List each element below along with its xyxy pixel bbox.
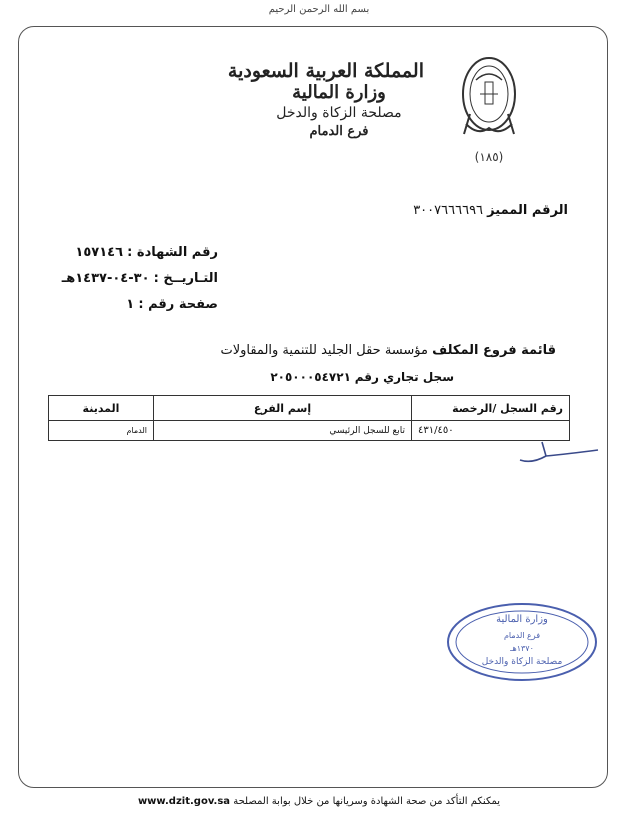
certificate-number-row [38, 240, 218, 266]
signature [512, 438, 602, 468]
owner-label: قائمة فروع المكلف [432, 343, 556, 358]
branches-table [48, 395, 570, 441]
unique-number-label: الرقم المميز [487, 203, 568, 218]
cell-city: الدمام [49, 421, 154, 441]
header-city: المدينة [49, 396, 154, 421]
footer-website[interactable]: www.dzit.gov.sa [137, 796, 231, 807]
footer [0, 796, 638, 807]
ministry-title: وزارة المالية [292, 82, 386, 103]
stamp-branch: فرع الدمام [503, 631, 541, 640]
commercial-register-label: سجل تجاري رقم [354, 370, 454, 384]
ministry-emblem-icon [458, 54, 520, 149]
header-license: رقم السجل /الرخصة [412, 396, 570, 421]
footer-text: يمكنكم التأكد من صحة الشهادة وسريانها من خلال بوابة المصلحة [233, 796, 501, 807]
certificate-meta [38, 240, 218, 318]
owner-name: مؤسسة حقل الجليد للتنمية والمقاولات [220, 343, 428, 358]
commercial-register-line [270, 370, 454, 384]
page-number-label: صفحة رقم : [138, 297, 218, 312]
certificate-number-label: رقم الشهادة : [127, 245, 218, 260]
emblem-number: (١٨٥) [474, 150, 504, 164]
certificate-date-row [38, 266, 218, 292]
unique-number-value: ٣٠٠٧٦٦٦٦٩٦ [413, 203, 484, 218]
official-stamp [446, 602, 598, 682]
cell-branch-name: تابع للسجل الرئيسي [154, 421, 412, 441]
basmala: بسم الله الرحمن الرحيم [268, 4, 370, 15]
header-branch-name: إسم الفرع [154, 396, 412, 421]
table-header-row [49, 396, 570, 421]
department-title: مصلحة الزكاة والدخل [276, 105, 402, 121]
branch-title: فرع الدمام [309, 124, 369, 139]
certificate-date-label: التـاريــخ : [153, 271, 218, 286]
unique-number [413, 203, 568, 218]
stamp-ministry: وزارة المالية [496, 614, 548, 625]
owner-line [220, 343, 556, 358]
cell-license: ٤٣١/٤٥٠ [412, 421, 570, 441]
ministry-header [227, 60, 424, 142]
certificate-date-value: ٣٠-٠٤-١٤٣٧هـ [61, 271, 150, 286]
table-row [49, 421, 570, 441]
stamp-year: ١٣٧٠هـ [510, 644, 534, 653]
page-number-row [38, 292, 218, 318]
page-number-value: ١ [126, 297, 135, 312]
commercial-register-value: ٢٠٥٠٠٠٥٤٧٢١ [270, 370, 351, 384]
certificate-number-value: ١٥٧١٤٦ [75, 245, 124, 260]
kingdom-title: المملكة العربية السعودية [227, 60, 424, 82]
stamp-department: مصلحة الزكاة والدخل [481, 657, 563, 667]
